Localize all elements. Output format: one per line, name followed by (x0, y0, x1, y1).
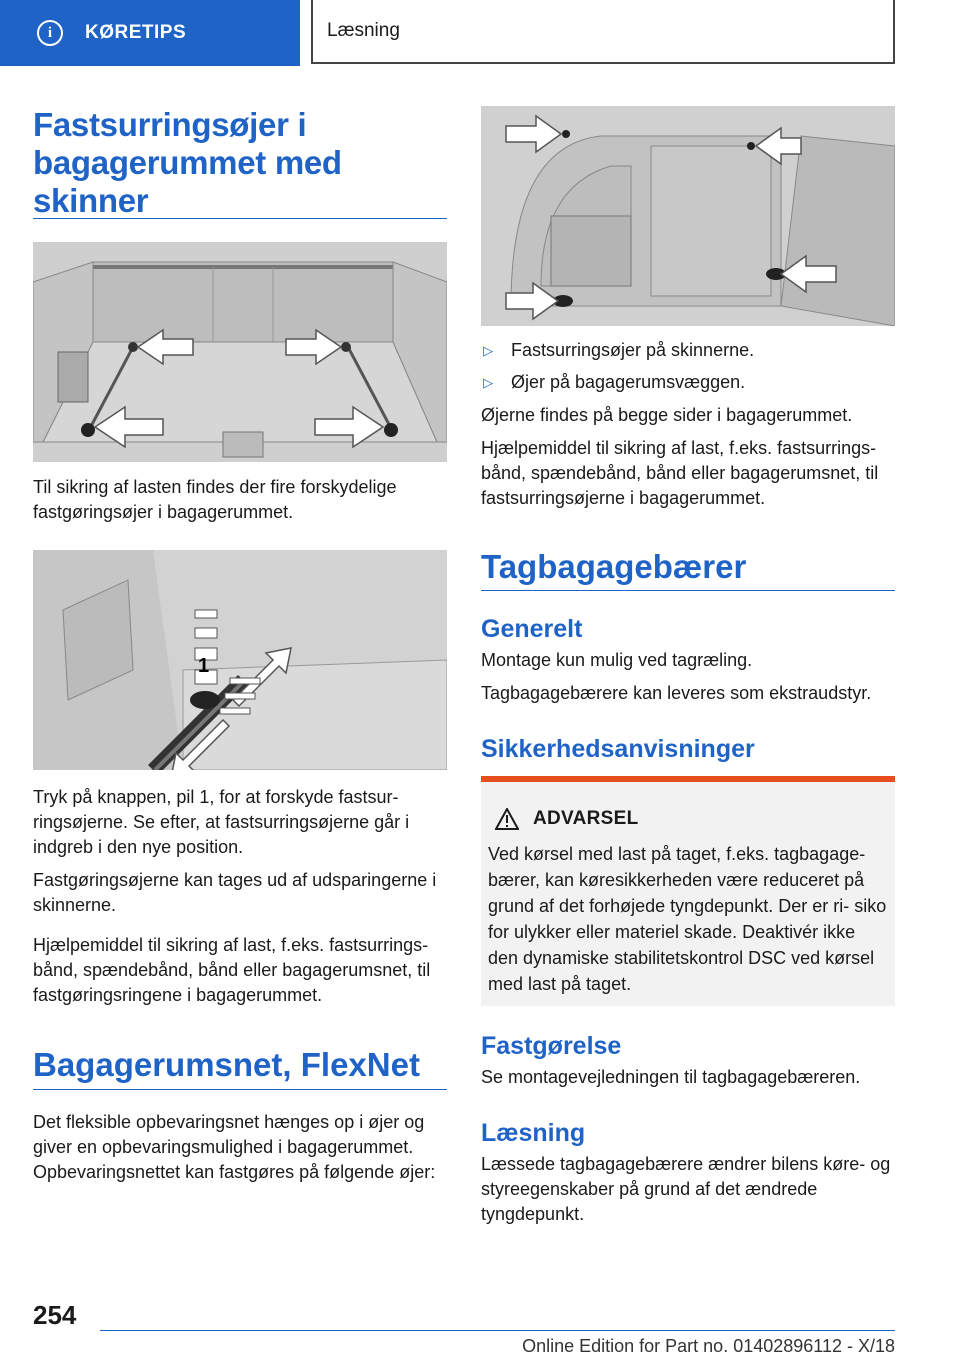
flexnet-title-block (33, 1046, 447, 1084)
bullet-text: Øjer på bagagerumsvæggen. (511, 372, 746, 392)
general-text-2: Tagbagagebærere kan leveres som ekstraudstyr. (481, 683, 872, 703)
flexnet-rule (33, 1089, 447, 1090)
header-section (311, 0, 895, 64)
warning-box (481, 776, 895, 1006)
warning-title: ADVARSEL (533, 808, 639, 829)
triangle-bullet-icon: ▷ (483, 375, 493, 390)
info-icon: i (37, 20, 63, 46)
roof-title-block (481, 547, 895, 587)
rail-removal: Fastgøringsøjerne kan tages ud af udsparingerne i skinnerne. (33, 870, 437, 915)
warning-triangle-icon (495, 808, 519, 830)
cargo-area-figure (33, 242, 447, 462)
left-section-title-block (33, 106, 447, 220)
side-wall-figure (481, 106, 895, 326)
lashing-eyes-intro: Til sikring af lasten findes der fire forskydelige fastgøringsøjer i bagagerummet. (33, 477, 397, 522)
footer-edition: Online Edition for Part no. 01402896112 - X/18 (522, 1336, 895, 1356)
section-title-flexnet: Bagagerumsnet, FlexNet (33, 1046, 420, 1083)
left-paras-2 (33, 785, 447, 1008)
header-tab-label: KØRETIPS (85, 22, 187, 43)
rail-aids: Hjælpemiddel til sikring af last, f.eks. fastsurrings‐ bånd, spændebånd, bånd eller bagagerumsnet, til fastgøringsringene i bagagerummet. (33, 935, 431, 1005)
sikkerhed-block (481, 735, 895, 764)
left-para-1 (33, 475, 447, 525)
rail-button-figure (33, 550, 447, 770)
list-item (481, 338, 895, 363)
laesning-block (481, 1119, 895, 1227)
flexnet-description: Det fleksible opbevaringsnet hænges op i øjer og giver en opbevaringsmulighed i bagagerummet. Opbevaringsnettet kan fastgøres på følgende øjer: (33, 1112, 436, 1182)
section-title: Læsning (327, 20, 400, 41)
page-number: 254 (33, 1300, 77, 1330)
side-wall-illustration (481, 106, 895, 326)
cargo-area-illustration (33, 242, 447, 462)
warning-text: Ved kørsel med last på taget, f.eks. tagbagage‐ bærer, kan køresikkerheden være reduceret på grund af det forhøjede tyngdepunkt. Der er ri‐ siko for ulykker eller materiel skade. Deaktivér ikke den dynamiske stabilitetskontrol DSC ved kørsel med last på taget. (488, 844, 887, 994)
header-tab[interactable] (0, 0, 300, 66)
list-item (481, 370, 895, 395)
triangle-bullet-icon: ▷ (483, 343, 493, 358)
right-bullets (481, 338, 895, 511)
rail-button-illustration (33, 550, 447, 770)
fastgorelse-block (481, 1032, 895, 1090)
eyes-aids: Hjælpemiddel til sikring af last, f.eks. fastsurrings‐ bånd, spændebånd, bånd eller bagagerumsnet, til fastsurringsøjerne i bagagerummet. (481, 438, 879, 508)
generelt-block (481, 615, 895, 706)
bullet-text: Fastsurringsøjer på skinnerne. (511, 340, 755, 360)
footer-rule (100, 1330, 895, 1331)
eyes-location: Øjerne findes på begge sider i bagagerummet. (481, 405, 853, 425)
section-title-roof-rack: Tagbagagebærer (481, 548, 747, 585)
flexnet-para (33, 1110, 447, 1185)
heading-safety: Sikkerhedsanvisninger (481, 735, 755, 763)
general-text-1: Montage kun mulig ved tagræling. (481, 650, 753, 670)
attachment-text: Se montagevejledningen til tagbagagebæreren. (481, 1067, 861, 1087)
heading-general: Generelt (481, 615, 583, 643)
warning-header (495, 808, 639, 830)
heading-loading: Læsning (481, 1119, 586, 1147)
title-rule (33, 218, 447, 219)
roof-rule (481, 590, 895, 591)
figure-label-1: 1 (198, 655, 210, 677)
loading-text: Læssede tagbagagebærere ændrer bilens køre‐ og styreegenskaber på grund af det ændrede tyngdepunkt. (481, 1154, 891, 1224)
heading-attachment: Fastgørelse (481, 1032, 622, 1060)
section-title-lashing-eyes: Fastsurringsøjer i bagagerummet med skinner (33, 106, 342, 219)
rail-instruction: Tryk på knappen, pil 1, for at forskyde fastsur‐ ringsøjerne. Se efter, at fastsurringsøjerne går i indgreb i den nye position. (33, 787, 410, 857)
